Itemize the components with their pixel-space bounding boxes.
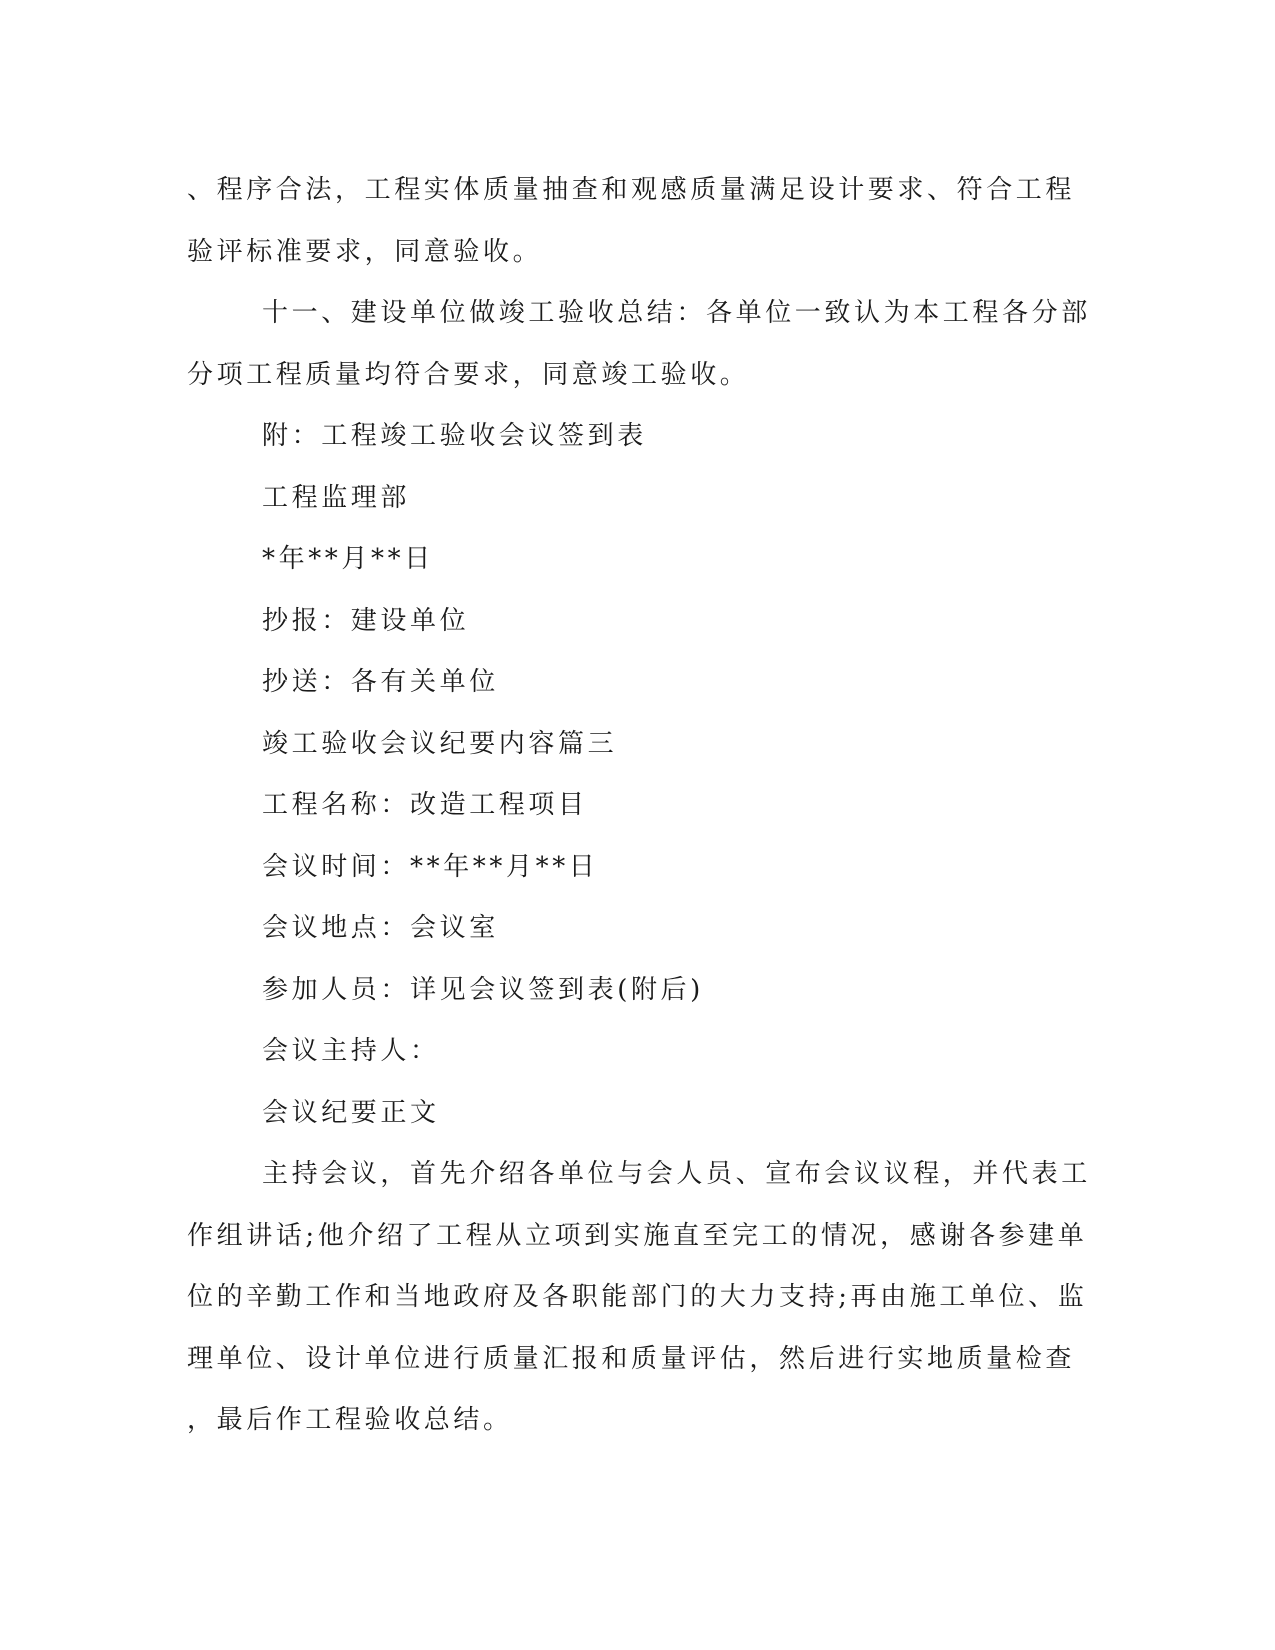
issue-date: *年**月**日	[262, 544, 434, 574]
issuer-name: 工程监理部	[262, 482, 411, 513]
document-body	[187, 160, 1091, 1452]
meeting-time: 会议时间：**年**月**日	[262, 851, 599, 882]
project-name: 工程名称：改造工程项目	[262, 790, 588, 820]
minutes-body-heading: 会议纪要正文	[262, 1097, 440, 1128]
report-to: 抄报：建设单位	[262, 605, 470, 636]
paragraph-continuation-line: 分项工程质量均符合要求，同意竣工验收。	[187, 359, 750, 390]
meeting-host: 会议主持人：	[262, 1036, 440, 1066]
copy-to: 抄送：各有关单位	[262, 667, 499, 697]
attendees: 参加人员：详见会议签到表(附后)	[262, 974, 704, 1005]
paragraph-continuation-line: ，最后作工程验收总结。	[187, 1405, 513, 1435]
paragraph-continuation-line: 理单位、设计单位进行质量汇报和质量评估，然后进行实地质量检查	[187, 1343, 1076, 1374]
attachment-note: 附：工程竣工验收会议签到表	[262, 421, 647, 451]
paragraph-continuation-line: 验评标准要求，同意验收。	[187, 236, 543, 267]
section-heading: 竣工验收会议纪要内容篇三	[262, 728, 618, 759]
paragraph-body-start: 主持会议，首先介绍各单位与会人员、宣布会议议程，并代表工	[262, 1159, 1091, 1189]
paragraph-continuation-line: 、程序合法，工程实体质量抽查和观感质量满足设计要求、符合工程	[187, 175, 1076, 205]
paragraph-continuation-line: 位的辛勤工作和当地政府及各职能部门的大力支持;再由施工单位、监	[187, 1282, 1088, 1312]
paragraph-item-eleven: 十一、建设单位做竣工验收总结：各单位一致认为本工程各分部	[262, 298, 1091, 328]
meeting-location: 会议地点：会议室	[262, 913, 499, 943]
paragraph-continuation-line: 作组讲话;他介绍了工程从立项到实施直至完工的情况，感谢各参建单	[187, 1220, 1088, 1251]
